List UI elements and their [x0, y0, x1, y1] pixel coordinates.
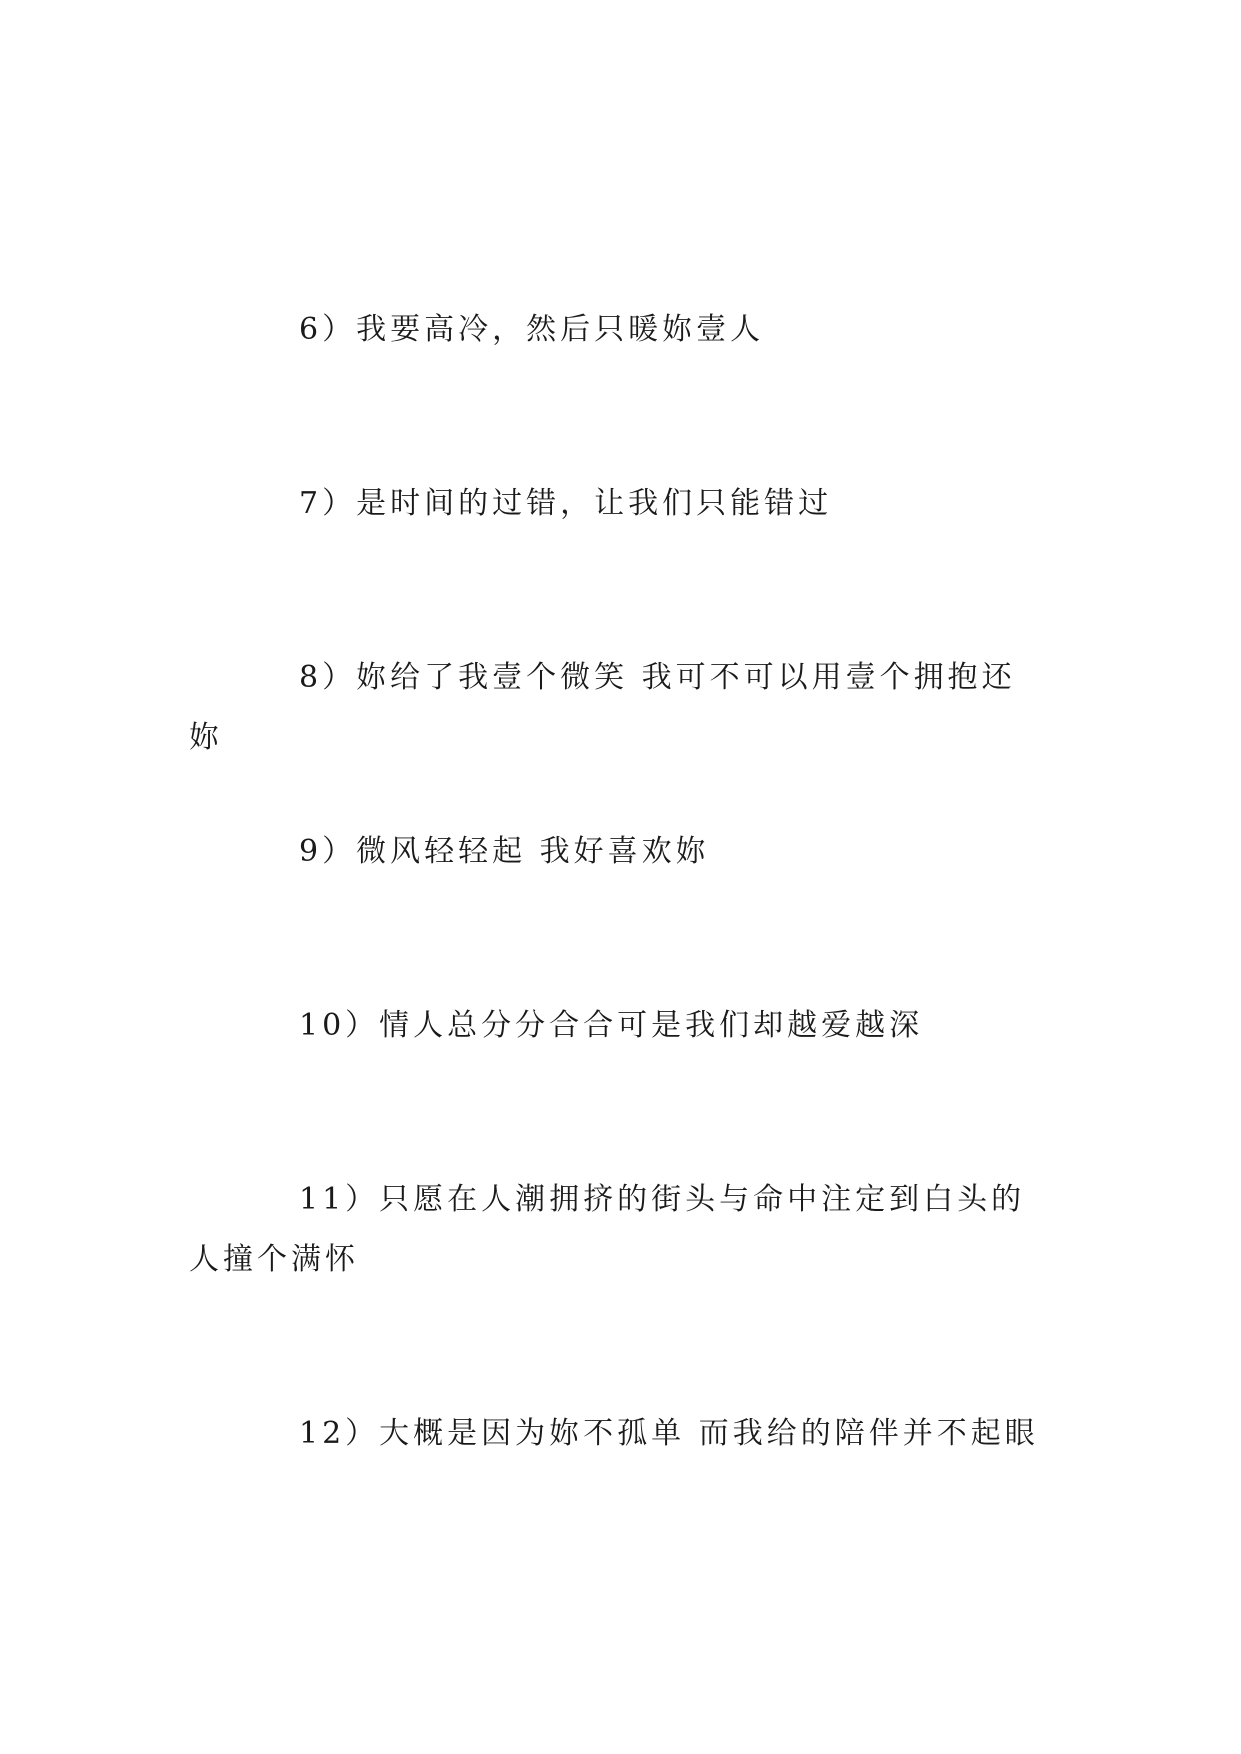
- paragraph-9: 9）微风轻轻起 我好喜欢妳: [299, 834, 710, 869]
- paragraph-8: 8）妳给了我壹个微笑 我可不可以用壹个拥抱还妳: [189, 660, 1016, 755]
- paragraph-7: 7）是时间的过错，让我们只能错过: [299, 486, 833, 521]
- paragraph-12: 12）大概是因为妳不孤单 而我给的陪伴并不起眼: [299, 1416, 1039, 1451]
- paragraph-10: 10）情人总分分合合可是我们却越爱越深: [299, 1008, 924, 1043]
- paragraph-11: 11）只愿在人潮拥挤的街头与命中注定到白头的人撞个满怀: [189, 1182, 1026, 1277]
- paragraph-6: 6）我要高冷，然后只暖妳壹人: [299, 312, 765, 347]
